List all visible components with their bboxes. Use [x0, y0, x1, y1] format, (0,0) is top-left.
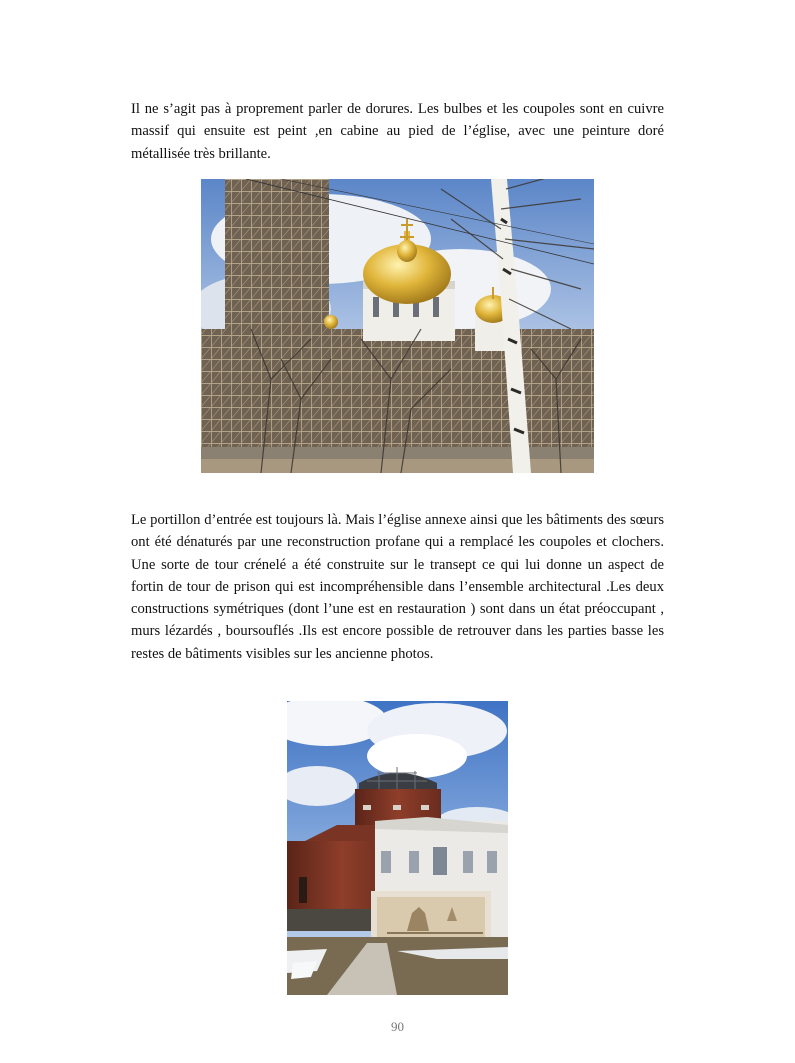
cathedral-scaffolding-photo [201, 179, 594, 473]
paragraph-annex-church: Le portillon d’entrée est toujours là. Mais l’église annexe ainsi que les bâtiments des sœurs ont été dénaturés par une reconstruction profane qui a remplacé les coupoles et clochers. Une sorte de tour crénelé a été construite sur le transept ce qui lui donne un aspect de fortin de tour de prison qui est incompréhensible dans l’ensemble architectural .Les deux constructions symétriques (dont l’une est en restauration ) sont dans un état préoccupant , murs lézardés , boursouflés .Ils est encore possible de retrouver dans les parties basse les restes de bâtiments visibles sur les ancienne photos. [131, 512, 664, 662]
rotunda-building-photo [287, 701, 508, 995]
paragraph-gilding: Il ne s’agit pas à proprement parler de dorures. Les bulbes et les coupoles sont en cuivre massif qui ensuite est peint ,en cabine au pied de l’église, avec une peinture doré métallisée très brillante. [131, 101, 664, 162]
page-number: 90 [391, 1019, 404, 1034]
